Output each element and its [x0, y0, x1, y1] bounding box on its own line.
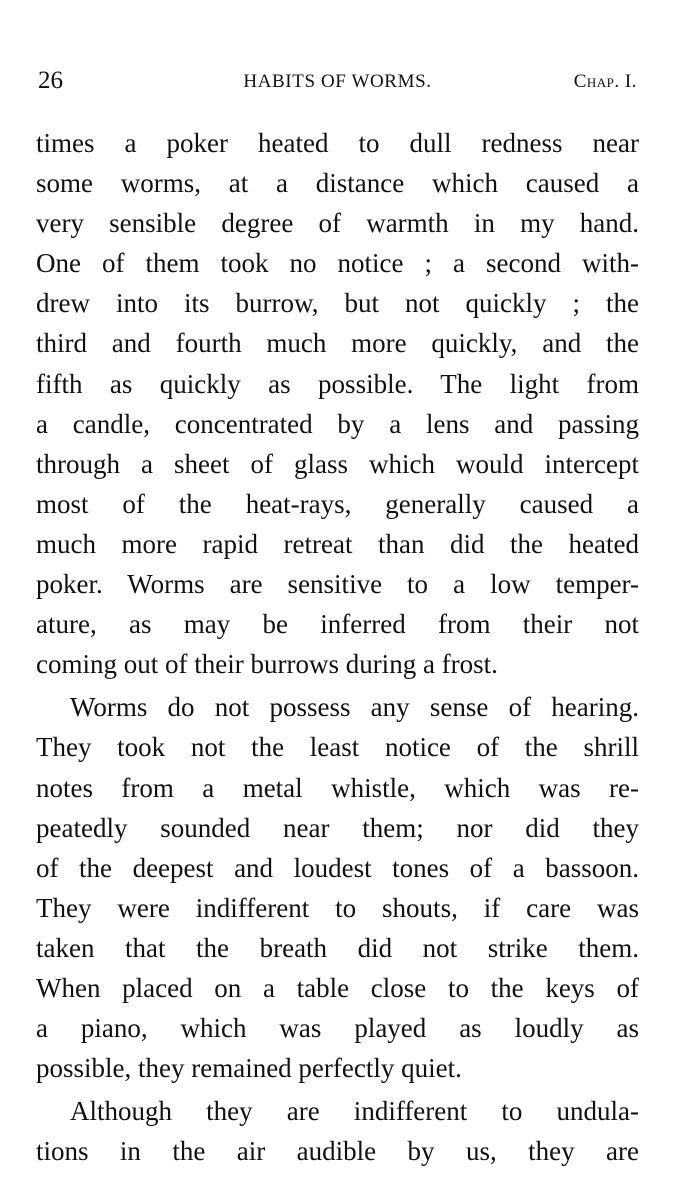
text-line: They took not the least notice of the shrill [36, 732, 639, 763]
text-line: third and fourth much more quickly, and the [36, 328, 639, 359]
running-title: HABITS OF WORMS. [243, 71, 432, 92]
text-line: much more rapid retreat than did the heated [36, 528, 639, 559]
text-line: a candle, concentrated by a lens and passing [36, 408, 639, 439]
text-line: tions in the air audible by us, they are [36, 1136, 639, 1167]
text-line: One of them took no notice ; a second with- [36, 248, 639, 279]
text-line: They were indifferent to shouts, if care was [36, 892, 639, 923]
page-header [38, 66, 637, 96]
text-line: peatedly sounded near them; nor did they [36, 812, 639, 843]
text-line: times a poker heated to dull redness near [36, 128, 639, 158]
text-line: Although they are indifferent to undula- [70, 1096, 639, 1127]
text-line: through a sheet of glass which would intercept [36, 448, 639, 479]
text-line: very sensible degree of warmth in my hand. [36, 208, 639, 239]
text-line: taken that the breath did not strike them. [36, 932, 639, 963]
text-line: Worms do not possess any sense of hearing. [70, 692, 639, 723]
text-line: fifth as quickly as possible. The light from [36, 368, 639, 399]
text-line: coming out of their burrows during a frost. [36, 649, 498, 680]
body-text [36, 123, 639, 1171]
text-line: of the deepest and loudest tones of a bassoon. [36, 852, 639, 883]
text-line: a piano, which was played as loudly as [36, 1013, 639, 1044]
text-line: notes from a metal whistle, which was re- [36, 772, 639, 803]
text-line: most of the heat-rays, generally caused a [36, 488, 639, 519]
text-line: some worms, at a distance which caused a [36, 168, 639, 199]
text-line: possible, they remained perfectly quiet. [36, 1053, 462, 1084]
text-line: drew into its burrow, but not quickly ; the [36, 288, 639, 319]
text-line: When placed on a table close to the keys of [36, 972, 639, 1003]
text-line: ature, as may be inferred from their not [36, 609, 639, 640]
text-line: poker. Worms are sensitive to a low temper- [36, 569, 639, 600]
chapter-label: Chap. I. [573, 71, 637, 92]
page-number: 26 [38, 67, 63, 94]
